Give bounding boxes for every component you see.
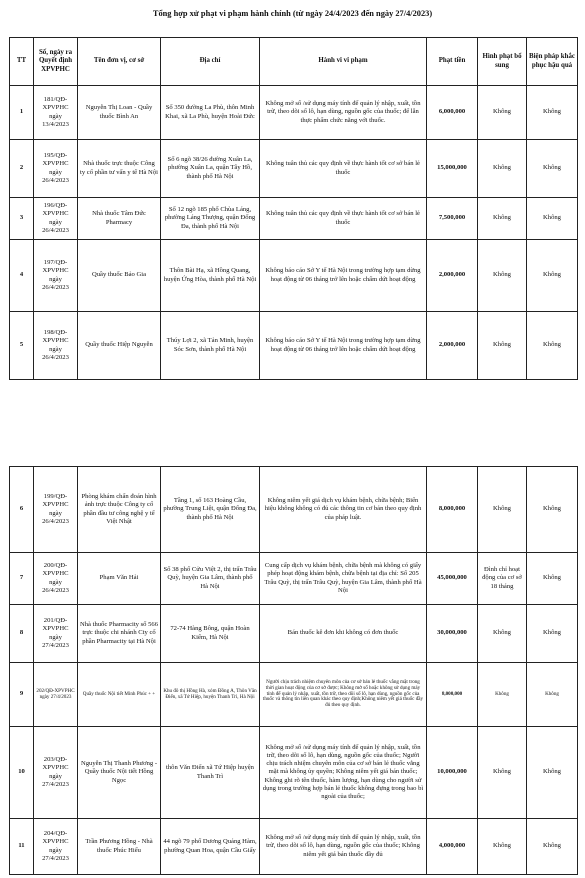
address-cell: Khu đô thị Hồng Hà, xóm Đồng A, Thôn Văn Điển, xã Tứ Hiệp, huyện Thanh Trì, Hà Nội [161,663,260,727]
fine-cell: 8,000,000 [427,467,478,553]
row-index: 3 [10,198,34,240]
additional-penalty-cell: Không [478,312,527,380]
table-row [10,312,578,380]
table-row [10,86,578,140]
row-index: 10 [10,727,34,819]
remedy-cell: Không [527,819,578,875]
address-cell: 44 ngõ 79 phố Dương Quảng Hàm, phường Quan Hoa, quận Cầu Giấy [161,819,260,875]
row-index: 8 [10,605,34,663]
remedy-cell: Không [527,467,578,553]
address-cell: Tầng 1, số 163 Hoàng Cầu, phường Trung Liệt, quận Đống Đa, thành phố Hà Nội [161,467,260,553]
unit-cell: Quầy thuốc Bảo Gia [78,240,161,312]
table-row [10,605,578,663]
remedy-cell: Không [527,86,578,140]
row-index: 2 [10,140,34,198]
header-tt: TT [10,38,34,86]
address-cell: thôn Văn Điển xã Tứ Hiệp huyện Thanh Trì [161,727,260,819]
unit-cell: Quầy thuốc Hiệp Nguyễn [78,312,161,380]
fine-cell: 2,000,000 [427,240,478,312]
table-row [10,198,578,240]
address-cell: Số 6 ngõ 38/26 đường Xuân La, phường Xuân La, quận Tây Hồ, thành phố Hà Nội [161,140,260,198]
address-cell: Thúy Lợi 2, xã Tản Minh, huyện Sóc Sơn, thành phố Hà Nội [161,312,260,380]
header-fine: Phạt tiền [427,38,478,86]
address-cell: Số 12 ngõ 185 phố Chùa Láng, phường Láng Thượng, quận Đống Đa, thành phố Hà Nội [161,198,260,240]
fine-cell: 6,000,000 [427,86,478,140]
unit-cell: Nguyễn Thị Thanh Phương - Quầy thuốc Nội tiết Hồng Ngọc [78,727,161,819]
fine-cell: 45,000,000 [427,553,478,605]
header-remedy: Biện pháp khắc phục hậu quả [527,38,578,86]
remedy-cell: Không [527,663,578,727]
violation-cell: Người chịu trách nhiệm chuyên môn của cơ sở bán lẻ thuốc vắng mặt trong thời gian hoạt động của cơ sở được; Không mở sổ hoặc không sử dụng máy tính để quản lý nhập, xuất, tồn trữ, theo dõi số lô, hạn dùng, nguồn gốc của thuốc và thông tin liên quan khác theo quy định;Không niêm yết giá thuốc đầy đủ theo quy định. [260,663,427,727]
unit-cell: Nhà thuốc trực thuộc Công ty cổ phần tư vấn y tế Hà Nội [78,140,161,198]
header-additional-penalty: Hình phạt bổ sung [478,38,527,86]
table-row [10,467,578,553]
row-index: 4 [10,240,34,312]
additional-penalty-cell: Không [478,198,527,240]
violation-cell: Không mở số /sử dụng máy tính để quản lý nhập, xuất, tồn trữ, theo dõi số lô, hạn dùng, nguồn gốc của thuốc; để lẫn thực phẩm chức năng với thuốc. [260,86,427,140]
decision-cell: 203/QĐ-XPVPHC ngày 27/4/2023 [34,727,78,819]
fine-cell: 15,000,000 [427,140,478,198]
violation-cell: Không niêm yết giá dịch vụ khám bệnh, chữa bệnh; Biển hiệu không không có đủ các thông tin cơ bản theo quy định của pháp luật. [260,467,427,553]
additional-penalty-cell: Không [478,467,527,553]
header-decision: Số, ngày ra Quyết định XPVPHC [34,38,78,86]
violation-cell: Cung cấp dịch vụ khám bệnh, chữa bệnh mà không có giấy phép hoạt động khám bệnh, chữa bệnh tại địa chỉ: Số 205 Trâu Quỳ, thị trấn Trâu Quỳ, huyện Gia Lâm, thành phố Hà Nội [260,553,427,605]
additional-penalty-cell: Không [478,240,527,312]
fine-cell: 4,000,000 [427,819,478,875]
violation-cell: Không báo cáo Sở Y tế Hà Nội trong trường hợp tạm dừng hoạt động từ 06 tháng trở lên hoặc chấm dứt hoạt động [260,240,427,312]
decision-cell: 202/QĐ-XPVPHC ngày 27/4/2023 [34,663,78,727]
remedy-cell: Không [527,312,578,380]
unit-cell: Nguyễn Thị Loan - Quầy thuốc Bình An [78,86,161,140]
remedy-cell: Không [527,605,578,663]
unit-cell: Phạm Văn Hải [78,553,161,605]
table-row [10,140,578,198]
additional-penalty-cell: Không [478,663,527,727]
violation-cell: Không tuân thủ các quy định về thực hành tốt cơ sở bán lẻ thuốc [260,140,427,198]
decision-cell: 196/QĐ-XPVPHC ngày 26/4/2023 [34,198,78,240]
additional-penalty-cell: Không [478,819,527,875]
decision-cell: 181/QĐ-XPVPHC ngày 13/4/2023 [34,86,78,140]
remedy-cell: Không [527,198,578,240]
address-cell: Số 350 đường La Phù, thôn Minh Khai, xã La Phù, huyện Hoài Đức [161,86,260,140]
row-index: 5 [10,312,34,380]
additional-penalty-cell: Không [478,605,527,663]
remedy-cell: Không [527,240,578,312]
fine-cell: 10,000,000 [427,727,478,819]
unit-cell: Trần Phương Hồng - Nhà thuốc Phúc Hiếu [78,819,161,875]
table-header-row [10,38,578,86]
additional-penalty-cell: Không [478,140,527,198]
unit-cell: Quầy thuốc Nội tiết Minh Phúc + + [78,663,161,727]
decision-cell: 200/QĐ-XPVPHC ngày 26/4/2023 [34,553,78,605]
penalty-table-bottom [9,466,578,875]
table-row [10,240,578,312]
fine-cell: 7,500,000 [427,198,478,240]
unit-cell: Nhà thuốc Tâm Đức Pharmacy [78,198,161,240]
address-cell: Số 38 phố Cửu Việt 2, thị trấn Trâu Quỳ, huyện Gia Lâm, thành phố Hà Nội [161,553,260,605]
remedy-cell: Không [527,140,578,198]
decision-cell: 195/QĐ-XPVPHC ngày 26/4/2023 [34,140,78,198]
table-row [10,727,578,819]
table-row [10,663,578,727]
address-cell: Thôn Bài Hạ, xã Hồng Quang, huyện Ứng Hòa, thành phố Hà Nội [161,240,260,312]
violation-cell: Không tuân thủ các quy định về thực hành tốt cơ sở bán lẻ thuốc [260,198,427,240]
row-index: 9 [10,663,34,727]
decision-cell: 201/QĐ-XPVPHC ngày 27/4/2023 [34,605,78,663]
penalty-table-top [9,37,578,380]
row-index: 1 [10,86,34,140]
fine-cell: 30,000,000 [427,605,478,663]
unit-cell: Phòng khám chẩn đoán hình ảnh trực thuộc Công ty cổ phần đầu tư công nghệ y tế Việt Nhật [78,467,161,553]
violation-cell: Không mở số /sử dụng máy tính để quản lý nhập, xuất, tồn trữ, theo dõi số lô, hạn dùng, nguồn gốc của thuốc; Người chịu trách nhiệm chuyên môn của cơ sở bán lẻ thuốc vắng mặt mà không ủy quyền; Không niêm yết giá bán thuốc; Không ghi rõ tên thuốc, hàm lượng, hạn dùng cho người sử dụng trong trường hợp bán lẻ thuốc không đựng trong bao bì ngoài của thuốc; [260,727,427,819]
page-title: Tổng hợp xử phạt vi phạm hành chính (từ ngày 24/4/2023 đến ngày 27/4/2023) [152,9,433,18]
additional-penalty-cell: Đình chỉ hoạt động của cơ sở 18 tháng [478,553,527,605]
decision-cell: 198/QĐ-XPVPHC ngày 26/4/2023 [34,312,78,380]
header-address: Địa chỉ [161,38,260,86]
decision-cell: 199/QĐ-XPVPHC ngày 26/4/2023 [34,467,78,553]
table-row [10,819,578,875]
decision-cell: 204/QĐ-XPVPHC ngày 27/4/2023 [34,819,78,875]
violation-cell: Không báo cáo Sở Y tế Hà Nội trong trường hợp tạm dừng hoạt động từ 06 tháng trở lên hoặc chấm dứt hoạt động [260,312,427,380]
additional-penalty-cell: Không [478,727,527,819]
decision-cell: 197/QĐ-XPVPHC ngày 26/4/2023 [34,240,78,312]
additional-penalty-cell: Không [478,86,527,140]
fine-cell: 2,000,000 [427,312,478,380]
address-cell: 72-74 Hàng Bông, quận Hoàn Kiếm, Hà Nội [161,605,260,663]
remedy-cell: Không [527,553,578,605]
header-unit: Tên đơn vị, cơ sở [78,38,161,86]
row-index: 11 [10,819,34,875]
table-row [10,553,578,605]
row-index: 6 [10,467,34,553]
fine-cell: 8,000,000 [427,663,478,727]
violation-cell: Bán thuốc kê đơn khi không có đơn thuốc [260,605,427,663]
header-violation: Hành vi vi phạm [260,38,427,86]
unit-cell: Nhà thuốc Pharmacity số 566 trực thuộc chi nhánh Cty cổ phần Pharmacity tại Hà Nội [78,605,161,663]
violation-cell: Không mở số /sử dụng máy tính để quản lý nhập, xuất, tồn trữ, theo dõi số lô, hạn dùng, nguồn gốc của thuốc; Không niêm yết giá bán thuốc đầy đủ [260,819,427,875]
row-index: 7 [10,553,34,605]
remedy-cell: Không [527,727,578,819]
